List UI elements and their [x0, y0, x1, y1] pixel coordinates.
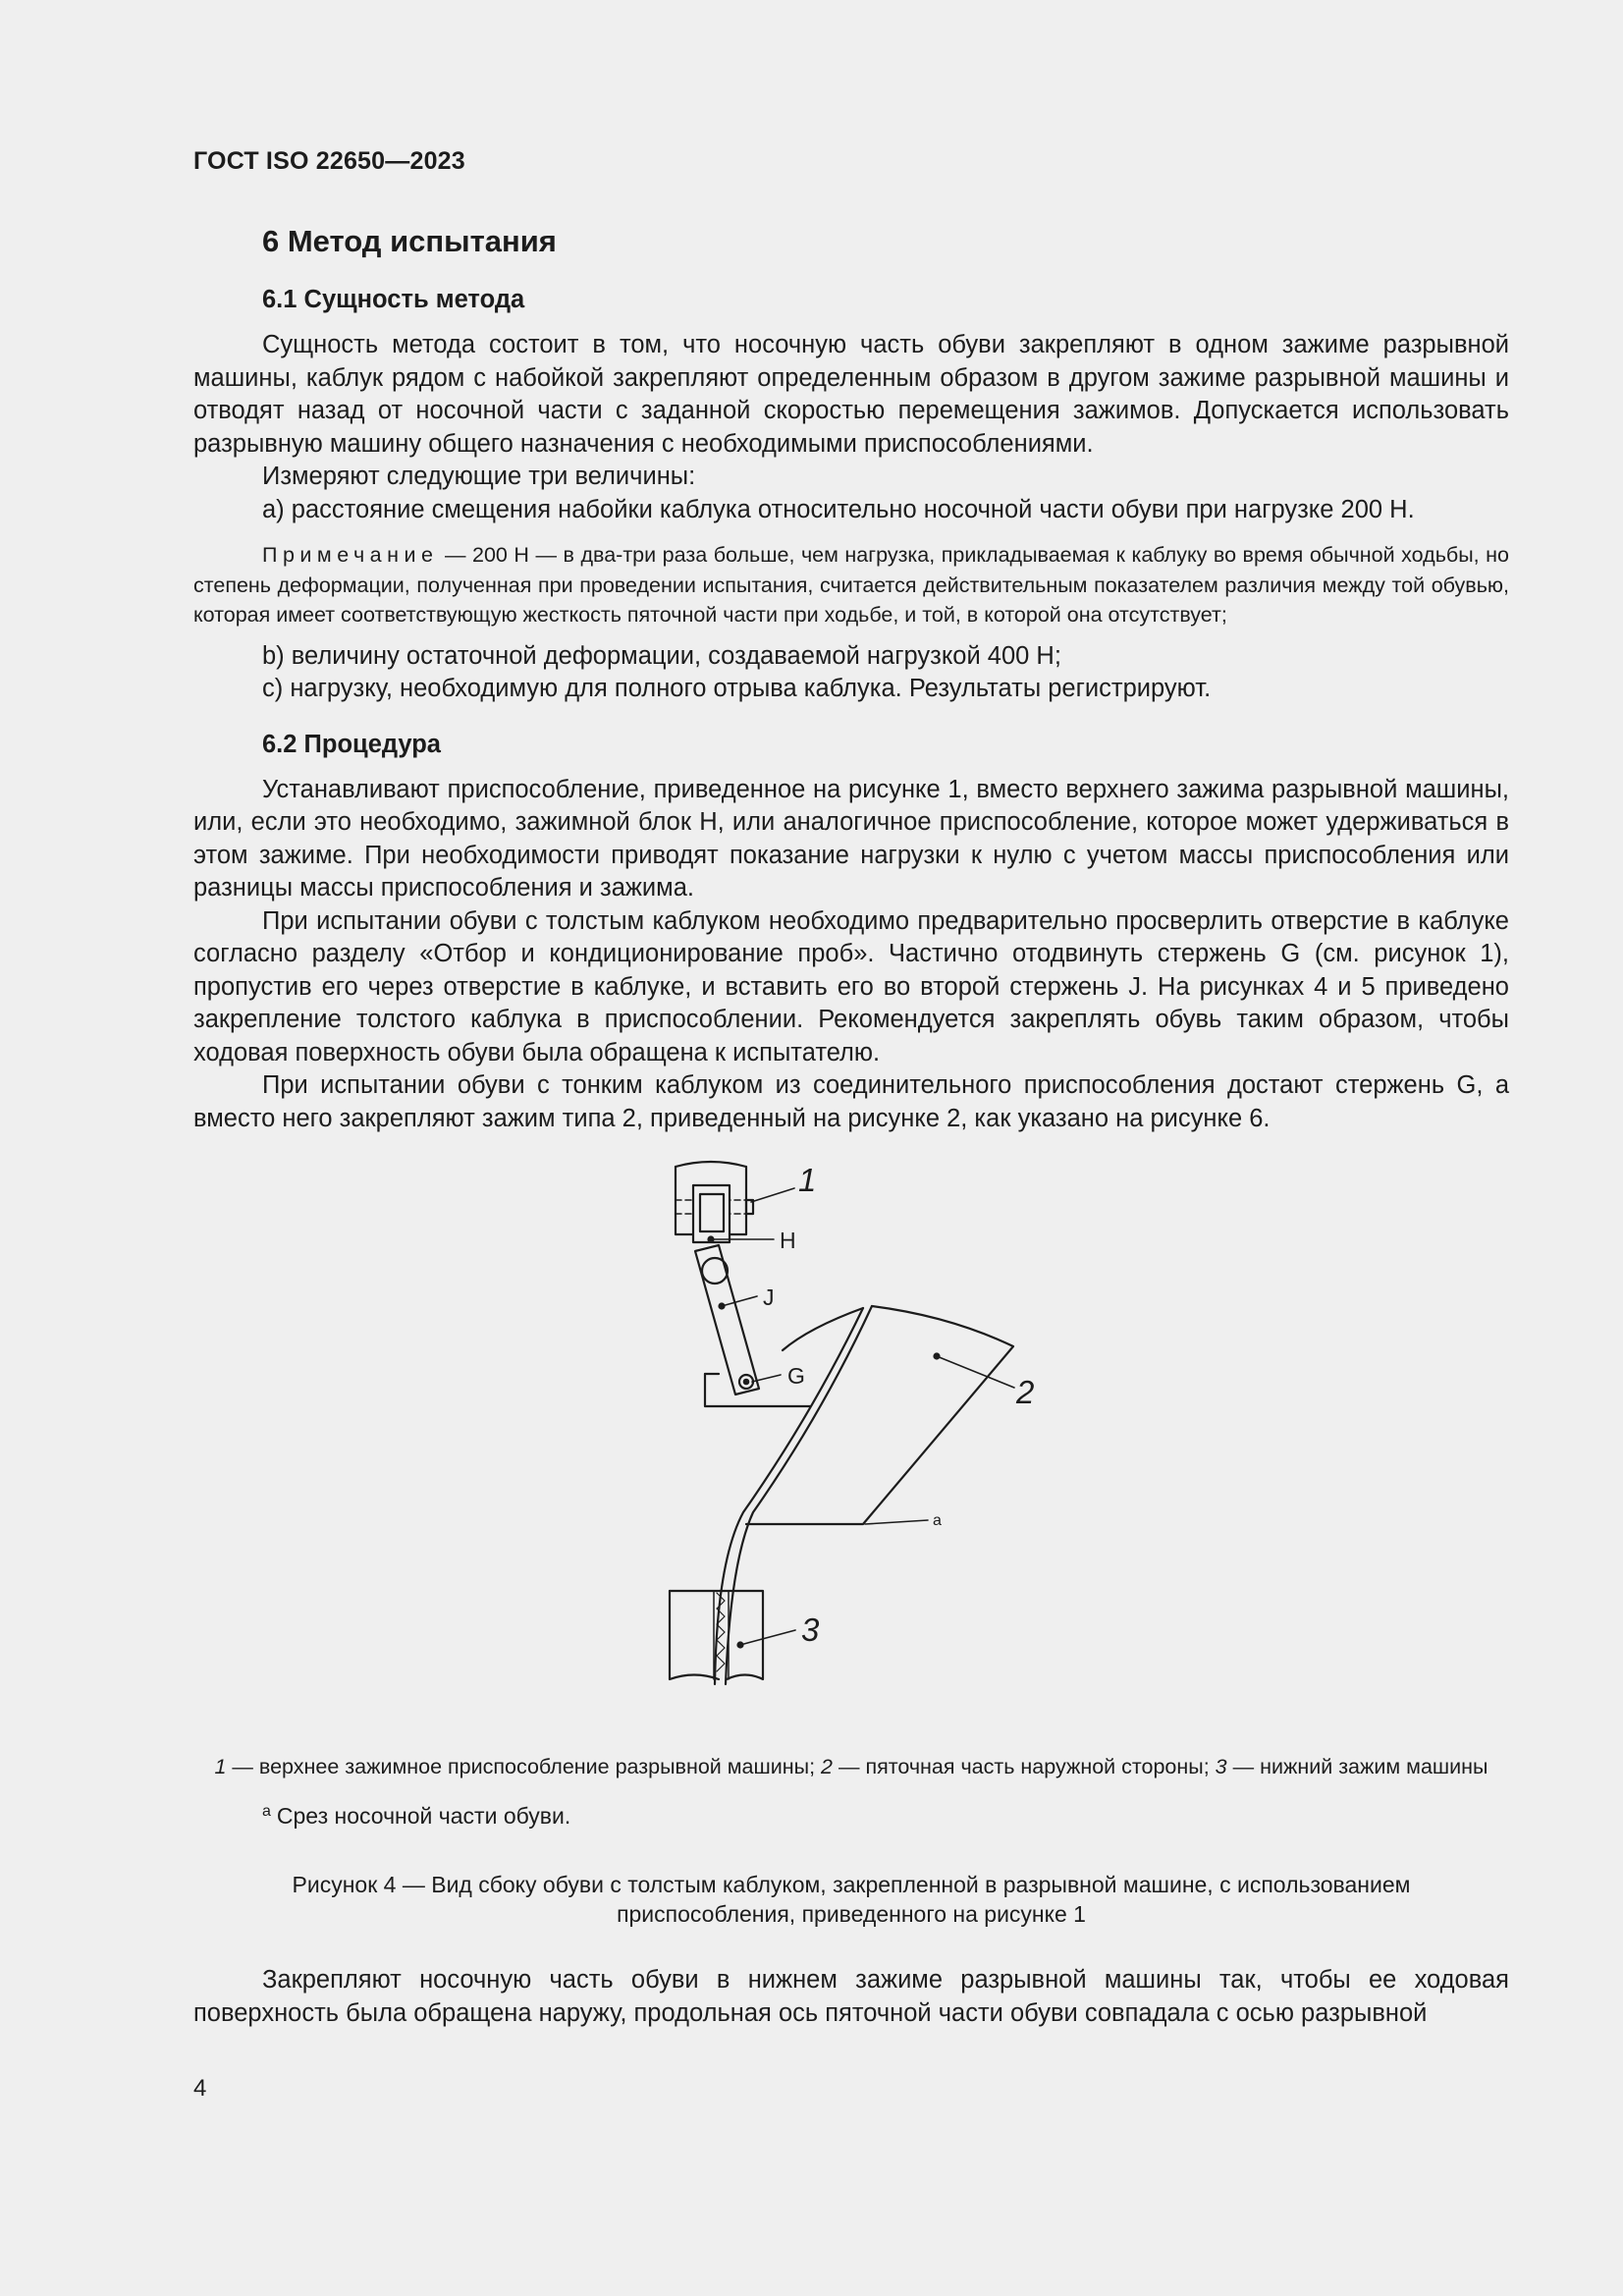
figure-4	[193, 1149, 1509, 1738]
label-g: G	[787, 1363, 805, 1389]
subsection-title-6-2: 6.2 Процедура	[262, 730, 441, 758]
figure-4-drawing	[193, 1149, 1509, 1738]
paragraph-essence: Сущность метода состоит в том, что носочную часть обуви закрепляют в одном зажиме разрывной машины, каблук рядом с набойкой закрепляют определенным образом в другом зажиме разрывной машины и отводят назад от носочной части с заданной скоростью перемещения зажимов. Допускается использовать разрывную машину общего назначения с необходимыми приспособлениями.	[193, 331, 1509, 458]
figure-caption: Рисунок 4 — Вид сбоку обуви с толстым каблуком, закрепленной в разрывной машине, с использованием приспособления, приведенного на рисунке 1	[292, 1872, 1411, 1927]
legend-text-2: — пяточная часть наружной стороны;	[833, 1755, 1216, 1778]
section-title: 6 Метод испытания	[262, 224, 557, 258]
footnote-mark: a	[262, 1803, 271, 1820]
upper-clamp-top-curve	[676, 1162, 746, 1167]
label-a: a	[933, 1512, 942, 1529]
leader-a	[865, 1520, 928, 1524]
figure-footnote	[193, 1797, 1509, 1831]
label-3: 3	[801, 1612, 820, 1648]
list-item-c: c) нагрузку, необходимую для полного отрыва каблука. Результаты регистрируют.	[262, 675, 1212, 702]
legend-num-1: 1	[214, 1755, 227, 1778]
footnote-text: Срез носочной части обуви.	[276, 1803, 571, 1829]
leader-3	[740, 1630, 795, 1645]
paragraph-procedure-3: При испытании обуви с тонким каблуком из соединительного приспособления достают стержень G, а вместо него закрепляют зажим типа 2, приведенный на рисунке 2, как указано на рисунке 6.	[193, 1071, 1509, 1132]
paragraph-measure-intro: Измеряют следующие три величины:	[262, 463, 696, 490]
page-number: 4	[193, 2075, 207, 2102]
legend-text-1: — верхнее зажимное приспособление разрывной машины;	[226, 1755, 822, 1778]
note-label: Примечание	[262, 543, 439, 567]
legend-num-2: 2	[821, 1755, 834, 1778]
paragraph-after-figure: Закрепляют носочную часть обуви в нижнем зажиме разрывной машины так, чтобы ее ходовая поверхность была обращена наружу, продольная ось пяточной части обуви совпадала с осью разрывной	[193, 1966, 1509, 2027]
label-j: J	[763, 1285, 775, 1310]
document-header: ГОСТ ISO 22650—2023	[193, 147, 465, 175]
leader-2	[937, 1356, 1014, 1388]
leader-2-dot	[935, 1354, 940, 1359]
lower-clamp-left	[670, 1591, 719, 1679]
list-item-a: a) расстояние смещения набойки каблука относительно носочной части обуви при нагрузке 200 Н.	[262, 495, 1415, 523]
shoe-back-top	[783, 1308, 863, 1350]
document-body	[193, 222, 1509, 2030]
label-1: 1	[798, 1162, 817, 1198]
subsection-title-6-1: 6.1 Сущность метода	[262, 286, 525, 313]
note-text: — 200 Н — в два-три раза больше, чем нагрузка, прикладываемая к каблуку во время обычной ходьбы, но степень деформации, полученная при проведении испытания, считается действительным показателем различия между той обувью, которая имеет соответствующую жесткость пяточной части при ходьбе, и той, в которой она отсутствует;	[193, 543, 1509, 627]
label-h: H	[780, 1228, 796, 1253]
legend-text-3: — нижний зажим машины	[1226, 1755, 1488, 1778]
list-item-b: b) величину остаточной деформации, создаваемой нагрузкой 400 Н;	[262, 641, 1061, 670]
legend-num-3: 3	[1215, 1755, 1227, 1778]
rod-g-dot	[744, 1380, 748, 1384]
leader-1	[751, 1188, 794, 1202]
label-2: 2	[1016, 1374, 1035, 1410]
figure-legend	[193, 1752, 1509, 1781]
shoe-heel-contour	[746, 1306, 1013, 1524]
paragraph-procedure-1: Устанавливают приспособление, приведенное на рисунке 1, вместо верхнего зажима разрывной машины, или, если это необходимо, зажимной блок H, или аналогичное приспособление, которое может удерживаться в этом зажиме. При необходимости приводят показание нагрузки к нулю с учетом массы приспособления или разницы массы приспособления и зажима.	[193, 775, 1509, 902]
note-paragraph	[193, 540, 1509, 630]
paragraph-procedure-2: При испытании обуви с толстым каблуком необходимо предварительно просверлить отверстие в каблуке согласно разделу «Отбор и кондиционирование проб». Частично отодвинуть стержень G (см. рисунок 1), пропустив его через отверстие в каблуке, и вставить его во второй стержень J. На рисунках 4 и 5 приведено закрепление толстого каблука в приспособлении. Рекомендуется закреплять обувь таким образом, чтобы ходовая поверхность обуви была обращена к испытателю.	[193, 906, 1509, 1066]
